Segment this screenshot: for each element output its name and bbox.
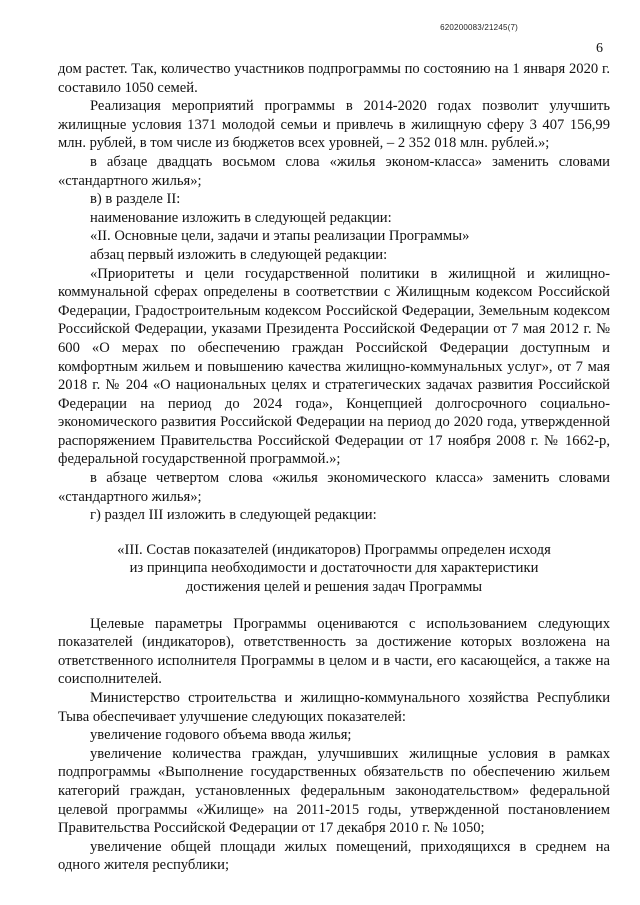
paragraph: Реализация мероприятий программы в 2014-2020 годах позволит улучшить жилищные условия 1371 молодой семьи и привлечь в жилищную сферу 3 407 156,99 млн. рублей, в том числе из бюджетов всех уровней, – 2 352 018 млн. рублей.»; bbox=[58, 98, 610, 152]
document-id: 620200083/21245(7) bbox=[440, 23, 518, 32]
page-number: 6 bbox=[596, 41, 603, 56]
paragraph: г) раздел III изложить в следующей редакции: bbox=[90, 507, 377, 524]
paragraph: абзац первый изложить в следующей редакции: bbox=[90, 246, 388, 263]
paragraph: Министерство строительства и жилищно-коммунального хозяйства Республики Тыва обеспечивает улучшение следующих показателей: bbox=[58, 690, 610, 725]
paragraph: дом растет. Так, количество участников подпрограммы по состоянию на 1 января 2020 г. составило 1050 семей. bbox=[58, 61, 610, 96]
paragraph: увеличение общей площади жилых помещений, приходящихся в среднем на одного жителя республики; bbox=[58, 838, 610, 874]
paragraph: в абзаце четвертом слова «жилья экономического класса» заменить словами «стандартного жилья»; bbox=[58, 470, 610, 505]
paragraph: «II. Основные цели, задачи и этапы реализации Программы» bbox=[90, 228, 470, 245]
paragraph: в абзаце двадцать восьмом слова «жилья эконом-класса» заменить словами «стандартного жилья»; bbox=[58, 153, 610, 189]
paragraph: увеличение количества граждан, улучшивших жилищные условия в рамках подпрограммы «Выполнение государственных обязательств по обеспечению жильем категорий граждан, установленных федеральным законодательством» федеральной целевой программы «Жилище» на 2011-2015 годы, утвержденной постановлением Правительства Российской Федерации от 17 декабря 2010 г. № 1050; bbox=[58, 745, 610, 837]
paragraph: наименование изложить в следующей редакции: bbox=[90, 209, 392, 226]
document-body bbox=[58, 60, 610, 875]
section-heading: «III. Состав показателей (индикаторов) Программы определен исходя из принципа необходимости и достаточности для характеристики достижения целей и решения задач Программы bbox=[117, 541, 551, 596]
paragraph: «Приоритеты и цели государственной политики в жилищной и жилищно-коммунальной сферах определены в соответствии с Жилищным кодексом Российской Федерации, Градостроительным кодексом Российской Федерации, Земельным кодексом Российской Федерации, указами Президента Российской Федерации от 7 мая 2012 г. № 600 «О мерах по обеспечению граждан Российской Федерации доступным и комфортным жильем и повышению качества жилищно-коммунальных услуг», от 7 мая 2018 г. № 204 «О национальных целях и стратегических задачах развития Российской Федерации на период до 2024 года», Концепцией долгосрочного социально-экономического развития Российской Федерации на период до 2020 года, утвержденной распоряжением Правительства Российской Федерации от 17 ноября 2008 г. № 1662-р, федеральной государственной программой.»; bbox=[58, 265, 610, 468]
paragraph: в) в разделе II: bbox=[90, 191, 181, 208]
paragraph: увеличение годового объема ввода жилья; bbox=[90, 727, 352, 744]
paragraph: Целевые параметры Программы оцениваются с использованием следующих показателей (индикаторов), ответственность за достижение которых возложена на ответственного исполнителя Программы в целом и в части, его касающейся, а также на соисполнителей. bbox=[58, 615, 610, 688]
